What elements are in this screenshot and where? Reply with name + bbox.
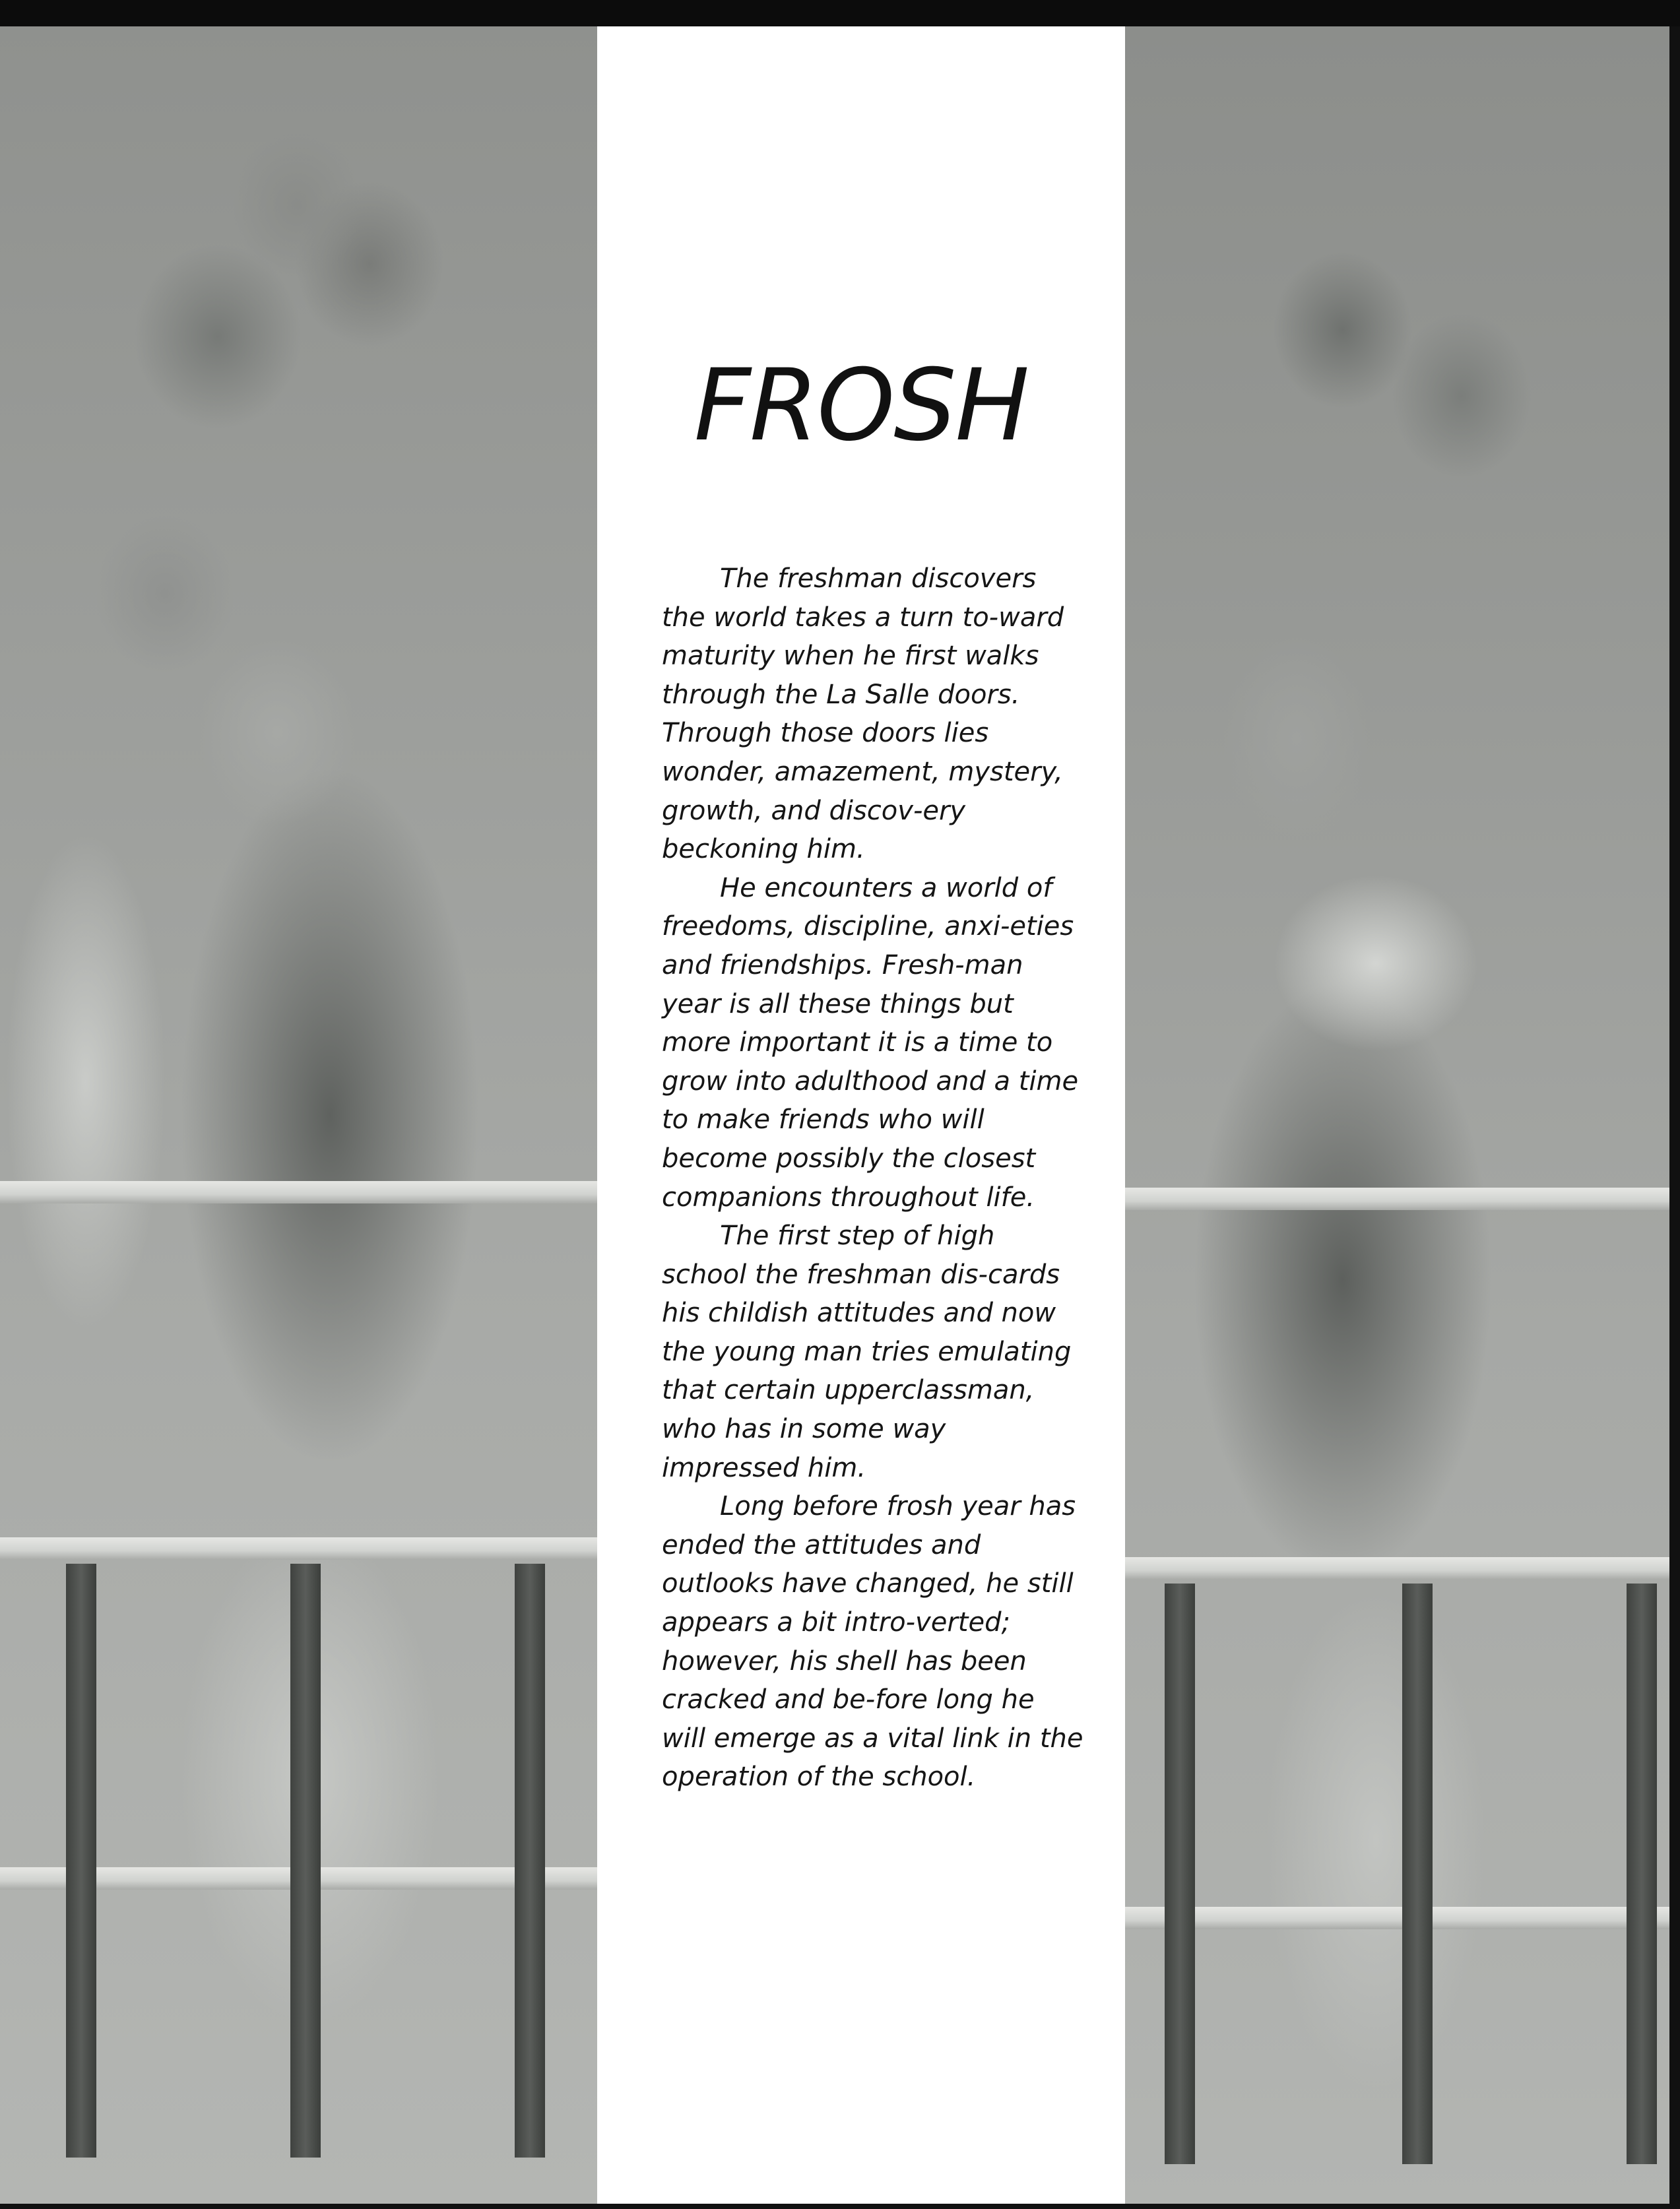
crowd-photo-right — [1125, 26, 1669, 2204]
railing-post — [290, 1564, 321, 2158]
railing-post — [1627, 1584, 1657, 2164]
crowd-photo-left — [0, 26, 597, 2204]
yearbook-page — [0, 26, 1669, 2204]
paragraph-3: The first step of high school the freshman dis-cards his childish attitudes and now the young man tries emulating that certain upperclassman, who has in some way impressed him. — [662, 1221, 1072, 1483]
text-column — [597, 26, 1125, 2204]
railing-middle — [1125, 1557, 1669, 1580]
paragraph-2: He encounters a world of freedoms, discipline, anxi-eties and friendships. Fresh-man year is all these things but more important it is a time to grow into adulthood and a time to make friends who will become possibly the closest companions throughout life. — [662, 872, 1079, 1213]
railing-upper — [1125, 1188, 1669, 1210]
railing-post — [515, 1564, 545, 2158]
railing-middle — [0, 1537, 597, 1560]
paragraph-4: Long before frosh year has ended the attitudes and outlooks have changed, he still appears a bit intro-verted; however, his shell has been cracked and be-fore long he will emerge as a vital link in the operation of the school. — [662, 1491, 1083, 1793]
railing-lower — [1125, 1907, 1669, 1929]
railing-upper — [0, 1181, 597, 1203]
railing-post — [1165, 1584, 1195, 2164]
scan-top-border — [0, 0, 1680, 26]
railing-post — [1402, 1584, 1433, 2164]
page-title: FROSH — [694, 348, 1029, 463]
body-text — [662, 560, 1084, 1797]
paragraph-1: The freshman discovers the world takes a turn to-ward maturity when he first walks through the La Salle doors. Through those doors lies wonder, amazement, mystery, growth, and discov-ery beckoning him. — [662, 563, 1064, 865]
railing-post — [66, 1564, 96, 2158]
